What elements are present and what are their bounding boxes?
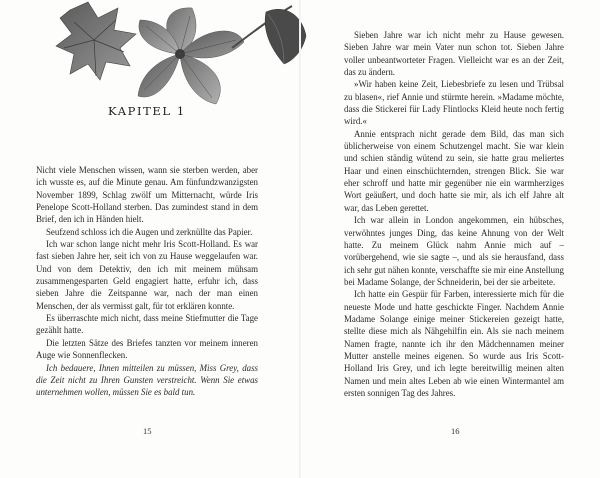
paragraph: Nicht viele Menschen wissen, wann sie sterben werden, aber ich wusste es, auf die Minute genau. Am fünfundzwanzigsten November 1899, Schlag zwölf um Mitternacht, würde Iris Penelope Scott-Holland sterben. Das zumindest stand in dem Brief, den ich in Händen hielt. (36, 165, 258, 225)
flower-icon (138, 8, 244, 104)
paragraph: Sieben Jahre war ich nicht mehr zu Hause gewesen. Sieben Jahre war mein Vater nun schon tot. Sieben Jahre voller unbeantworteter Fragen. Vielleicht war es an der Zeit, das zu ändern. (344, 30, 564, 78)
page-number-right: 16 (451, 426, 460, 436)
letter-quote: Ich bedauere, Ihnen mitteilen zu müssen, Miss Grey, dass die Zeit nicht zu Ihren Gunsten verstreicht. Wenn Sie etwas unternehmen wollen, müssen Sie es bald tun. (36, 362, 258, 398)
paragraph: Seufzend schloss ich die Augen und zerknüllte das Papier. (46, 226, 253, 237)
paragraph: Die letzten Sätze des Briefes tanzten vor meinem inneren Auge wie Sonnenflecken. (36, 337, 258, 361)
right-page (300, 0, 600, 478)
paragraph: Ich war allein in London angekommen, ein hübsches, verwöhntes junges Ding, das keine Ahnung von der Welt hatte. Zu meinem Glück nahm Annie mich auf – vorübergehend, wie sie sagte –, und als sie herausfand, dass ich sehr gut nähen konnte, verschaffte sie mir eine Anstellung bei Madame Solange, der Schneiderin, bei der sie arbeitete. (344, 215, 564, 287)
paragraph: Annie entsprach nicht gerade dem Bild, das man sich üblicherweise von einem Schutzengel macht. Sie war klein und schien ständig wütend zu sein, sie hatte grau meliertes Haar und einen einschüchternden, strengen Blick. Sie war eher schroff und hatte mir gegenüber nie ein warmherziges Wort geäußert, und doch hatte sie mir, als ich elf Jahre alt war, das Leben gerettet. (344, 128, 564, 213)
paragraph: Ich hatte ein Gespür für Farben, interessierte mich für die neueste Mode und hatte geschickte Finger. Nachdem Annie Madame Solange einige meiner Stickereien gezeigt hatte, stellte diese mich als Nähgehilfin ein. Als sie nach meinem Namen fragte, nannte ich ihr den Mädchennamen meiner Mutter anstelle meines eigenen. So wurde aus Iris Scott-Holland Iris Grey, und ich legte bereitwillig meinen alten Namen und mein altes Leben ab wie einen Wintermantel am ersten sonnigen Tag des Jahres. (344, 289, 564, 398)
paragraph: Es überraschte mich nicht, dass meine Stiefmutter die Tage gezählt hatte. (36, 313, 258, 336)
paragraph: Ich war schon lange nicht mehr Iris Scott-Holland. Es war fast sieben Jahre her, seit ich von zu Hause weggelaufen war. Und von dem Detektiv, den ich mit meinem mühsam zusammengesparten Geld engagiert hatte, erfuhr ich, dass sieben Jahre die Zeitspanne war, nach der man einen Menschen, der als vermisst galt, für tot erklären konnte. (36, 239, 258, 311)
paragraph: »Wir haben keine Zeit, Liebesbriefe zu lesen und Trübsal zu blasen«, rief Annie und stürmte herein. »Madame möchte, dass die Stickerei für Lady Flintlocks Kleid heute noch fertig wird.« (344, 79, 564, 127)
chapter-heading: KAPITEL 1 (108, 104, 186, 118)
left-body-text (36, 164, 258, 399)
right-body-text (344, 29, 564, 399)
page-number-left: 15 (143, 426, 152, 436)
